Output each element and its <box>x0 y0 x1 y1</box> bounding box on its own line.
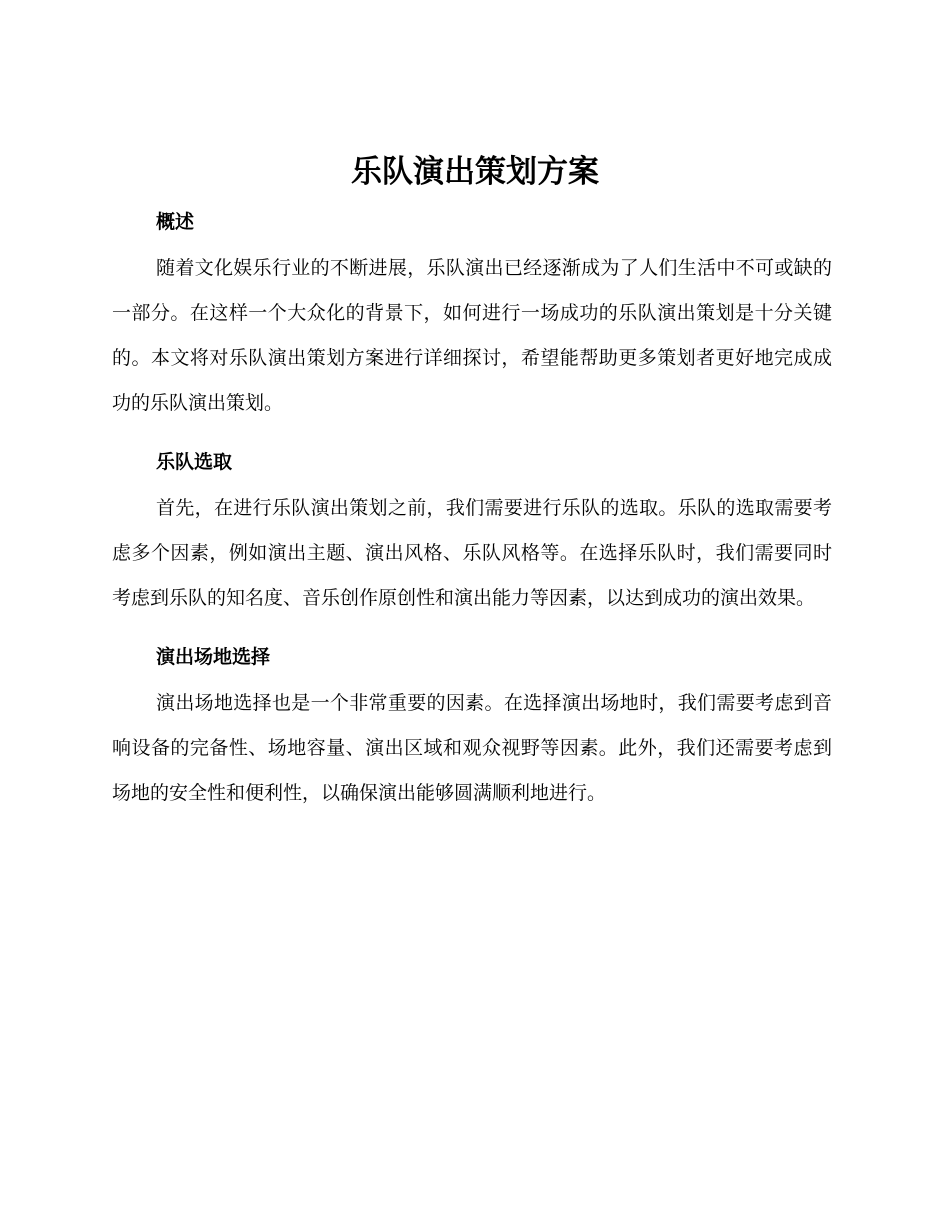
section-heading: 乐队选取 <box>156 451 233 473</box>
section-paragraph: 首先，在进行乐队演出策划之前，我们需要进行乐队的选取。乐队的选取需要考虑多个因素，例如演出主题、演出风格、乐队风格等。在选择乐队时，我们需要同时考虑到乐队的知名度、音乐创作原创性和演出能力等因素，以达到成功的演出效果。 <box>112 497 832 609</box>
section-paragraph: 演出场地选择也是一个非常重要的因素。在选择演出场地时，我们需要考虑到音响设备的完备性、场地容量、演出区域和观众视野等因素。此外，我们还需要考虑到场地的安全性和便利性，以确保演出能够圆满顺利地进行。 <box>112 692 832 804</box>
section-heading: 演出场地选择 <box>156 646 271 668</box>
document-content <box>112 198 832 828</box>
section-band-selection <box>112 438 832 621</box>
section-heading: 概述 <box>156 211 195 233</box>
section-overview <box>112 198 832 426</box>
section-venue-selection <box>112 633 832 816</box>
section-paragraph: 随着文化娱乐行业的不断进展，乐队演出已经逐渐成为了人们生活中不可或缺的一部分。在这样一个大众化的背景下，如何进行一场成功的乐队演出策划是十分关键的。本文将对乐队演出策划方案进行详细探讨，希望能帮助更多策划者更好地完成成功的乐队演出策划。 <box>112 257 832 414</box>
document-title: 乐队演出策划方案 <box>351 154 599 190</box>
